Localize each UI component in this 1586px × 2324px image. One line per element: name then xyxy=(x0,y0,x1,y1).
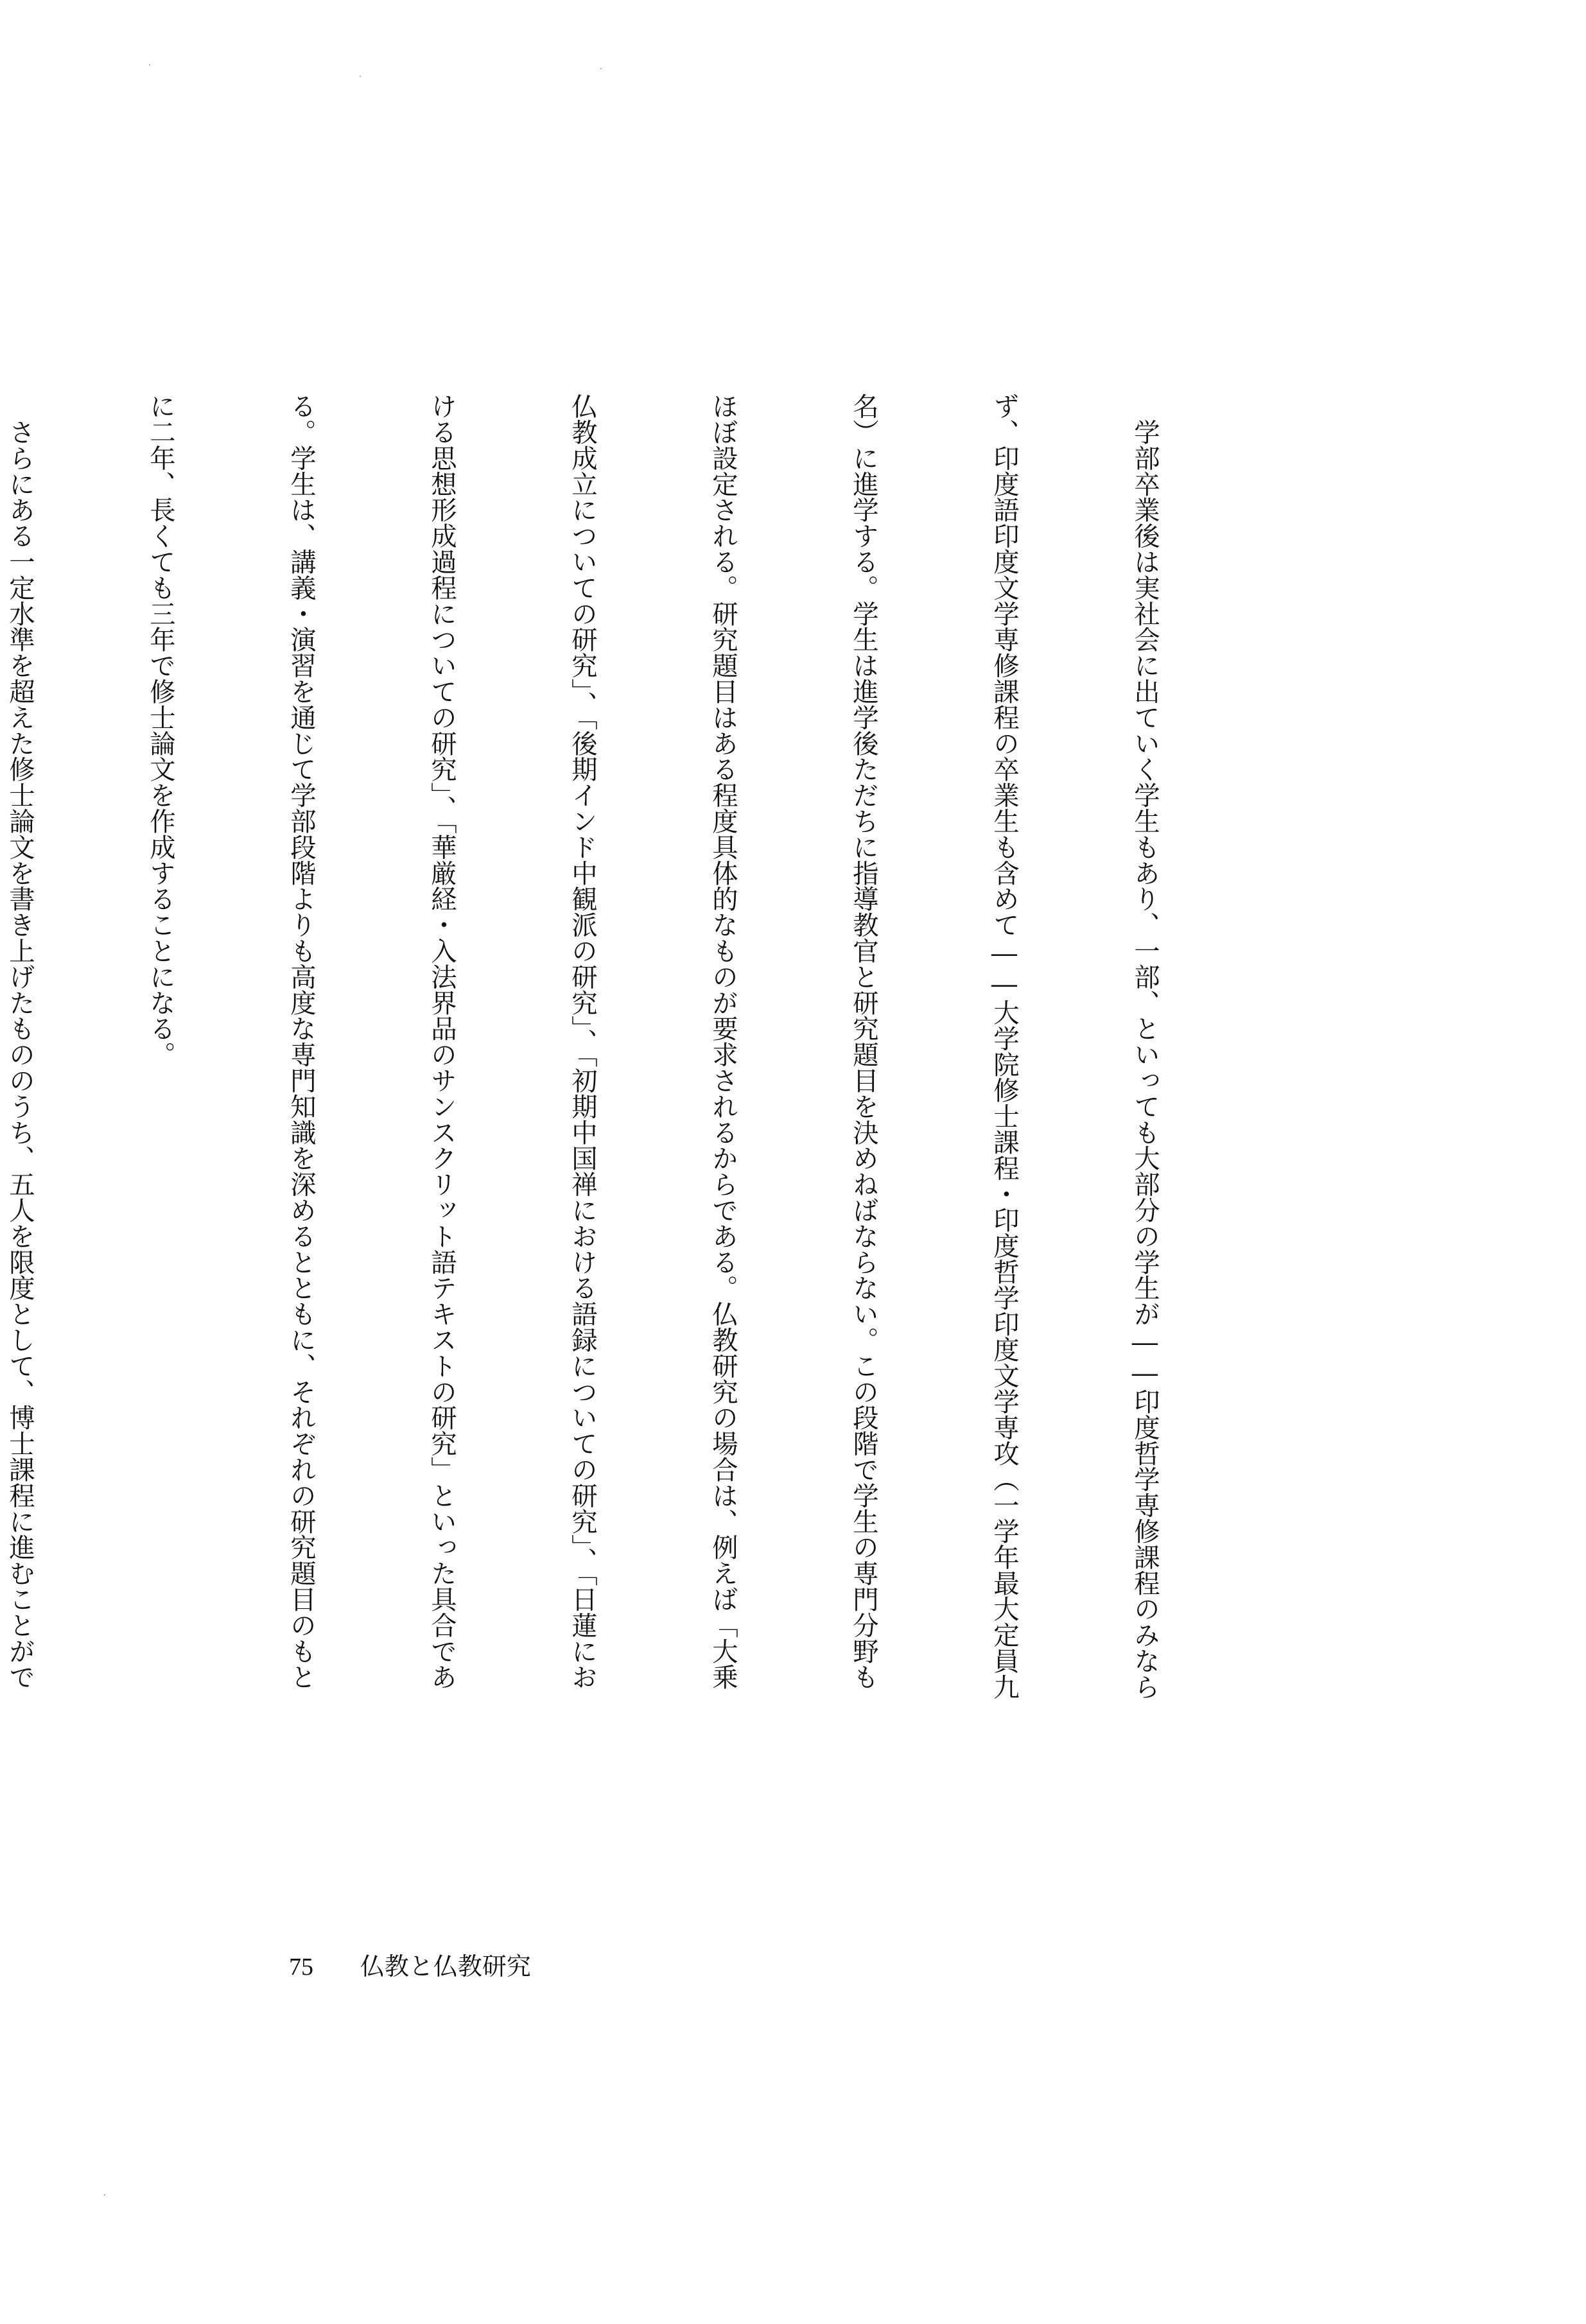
text-column: ほぼ設定される。研究題目はある程度具体的なものが要求されるからである。仏教研究の場合は、例えば「大乗 xyxy=(708,393,738,1690)
scan-speck xyxy=(600,68,602,69)
text-column: ず、印度語印度文学専修課程の卒業生も含めて――大学院修士課程・印度哲学印度文学専攻（一学年最大定員九 xyxy=(989,393,1020,1700)
text-column: ける思想形成過程についての研究」、「華厳経・入法界品のサンスクリット語テキストの研究」といった具合であ xyxy=(426,393,457,1690)
text-column: 学部卒業後は実社会に出ていく学生もあり、一部、といっても大部分の学生が――印度哲学専修課程のみなら xyxy=(1129,393,1160,1700)
scan-speck xyxy=(360,76,361,77)
scan-speck xyxy=(149,64,150,65)
vertical-body-text xyxy=(0,393,1262,1947)
text-column: 仏教成立についての研究」、「後期インド中観派の研究」、「初期中国禅における語録についての研究」、「日蓮にお xyxy=(567,393,598,1690)
page-footer xyxy=(289,1947,531,1982)
text-column: る。学生は、講義・演習を通じて学部段階よりも高度な専門知識を深めるとともに、それぞれの研究題目のもと xyxy=(286,393,317,1690)
scan-speck xyxy=(104,2194,105,2196)
text-column: に二年、長くても三年で修士論文を作成することになる。 xyxy=(145,393,176,1068)
text-column: 名）に進学する。学生は進学後ただちに指導教官と研究題目を決めねばならない。この段階で学生の専門分野も xyxy=(848,393,879,1690)
running-title: 仏教と仏教研究 xyxy=(360,1952,531,1981)
page-number: 75 xyxy=(289,1954,313,1981)
text-column: さらにある一定水準を超えた修士論文を書き上げたもののうち、五人を限度として、博士課程に進むことがで xyxy=(4,393,35,1690)
